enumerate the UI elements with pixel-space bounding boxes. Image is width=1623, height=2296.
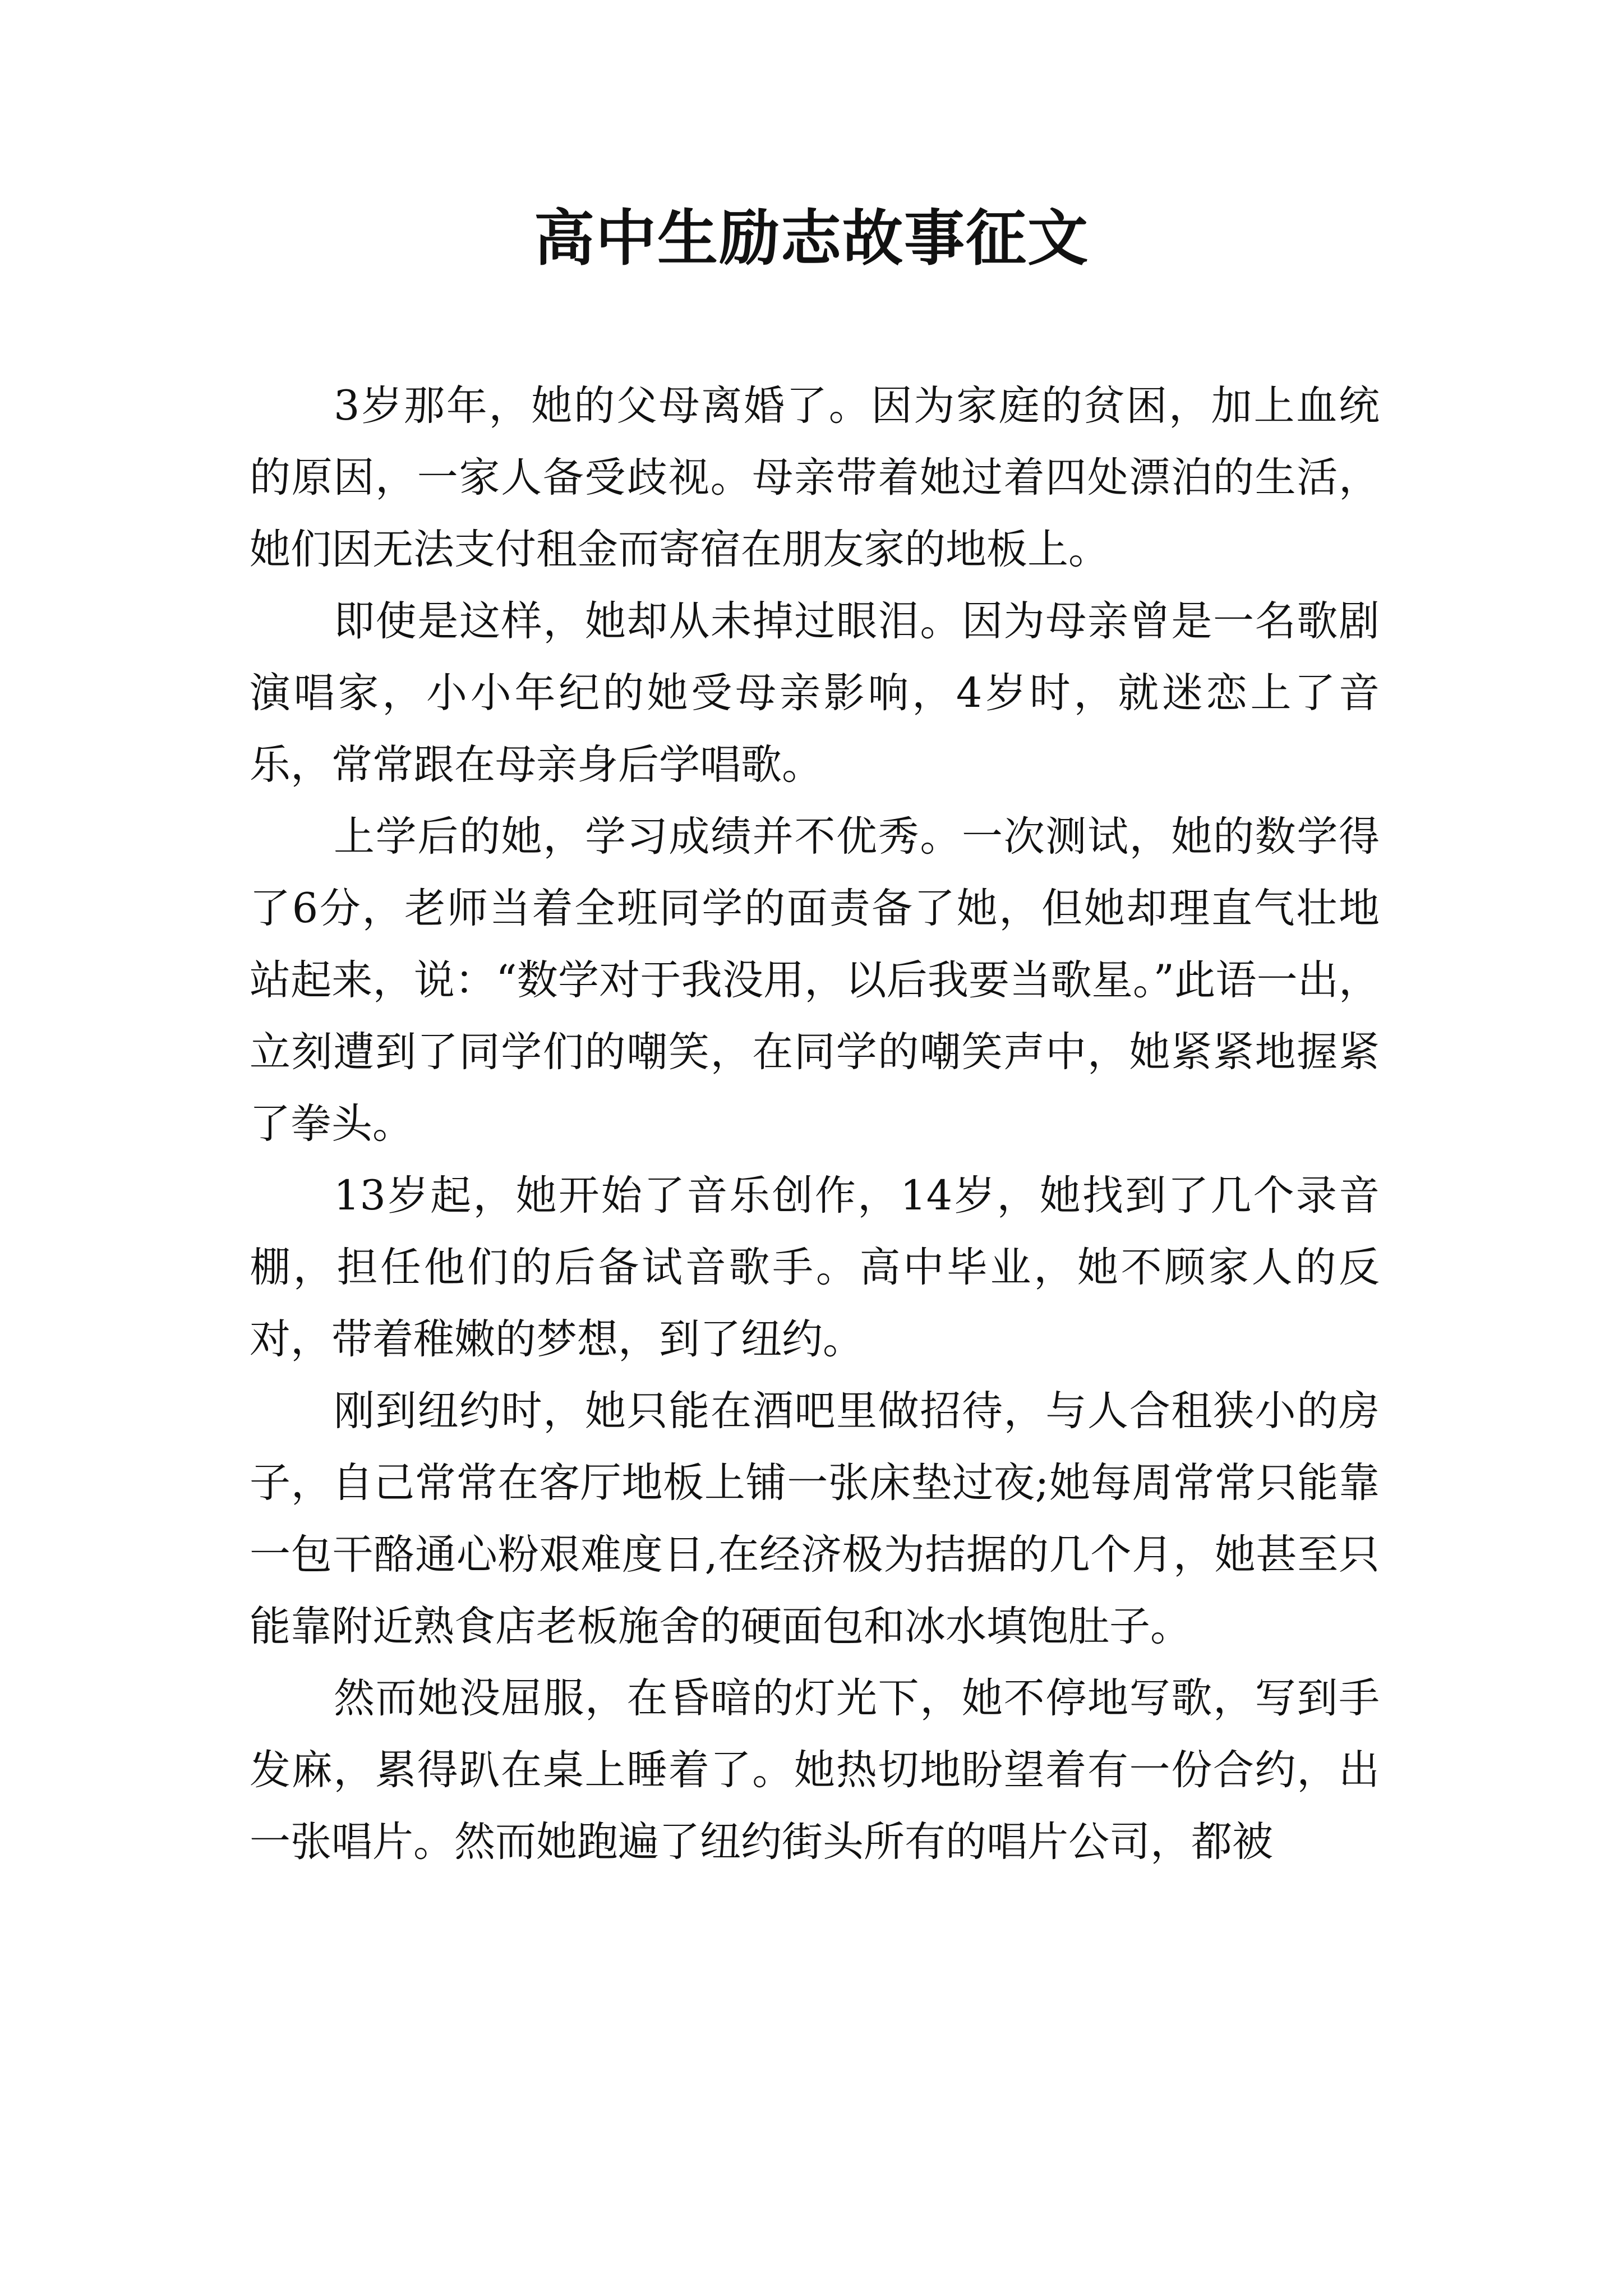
paragraph: 3岁那年，她的父母离婚了。因为家庭的贫困，加上血统的原因，一家人备受歧视。母亲带着她过着四处漂泊的生活，她们因无法支付租金而寄宿在朋友家的地板上。 [250,382,1380,573]
paragraph: 即使是这样，她却从未掉过眼泪。因为母亲曾是一名歌剧演唱家，小小年纪的她受母亲影响，4岁时，就迷恋上了音乐，常常跟在母亲身后学唱歌。 [250,597,1380,789]
paragraph: 然而她没屈服，在昏暗的灯光下，她不停地写歌，写到手发麻，累得趴在桌上睡着了。她热切地盼望着有一份合约，出一张唱片。然而她跑遍了纽约街头所有的唱片公司，都被 [250,1674,1380,1866]
paragraph: 13岁起，她开始了音乐创作，14岁，她找到了几个录音棚，担任他们的后备试音歌手。高中毕业，她不顾家人的反对，带着稚嫩的梦想，到了纽约。 [250,1172,1380,1363]
paragraph: 刚到纽约时，她只能在酒吧里做招待，与人合租狭小的房子，自己常常在客厅地板上铺一张床垫过夜;她每周常常只能靠一包干酪通心粉艰难度日,在经济极为拮据的几个月，她甚至只能靠附近熟食店老板施舍的硬面包和冰水填饱肚子。 [250,1387,1380,1650]
paragraph: 上学后的她，学习成绩并不优秀。一次测试，她的数学得了6分，老师当着全班同学的面责备了她，但她却理直气壮地站起来，说：“数学对于我没用，以后我要当歌星。”此语一出，立刻遭到了同学们的嘲笑，在同学的嘲笑声中，她紧紧地握紧了拳头。 [250,813,1380,1148]
document-body [250,370,1380,1878]
document-title: 高中生励志故事征文 [533,203,1089,274]
